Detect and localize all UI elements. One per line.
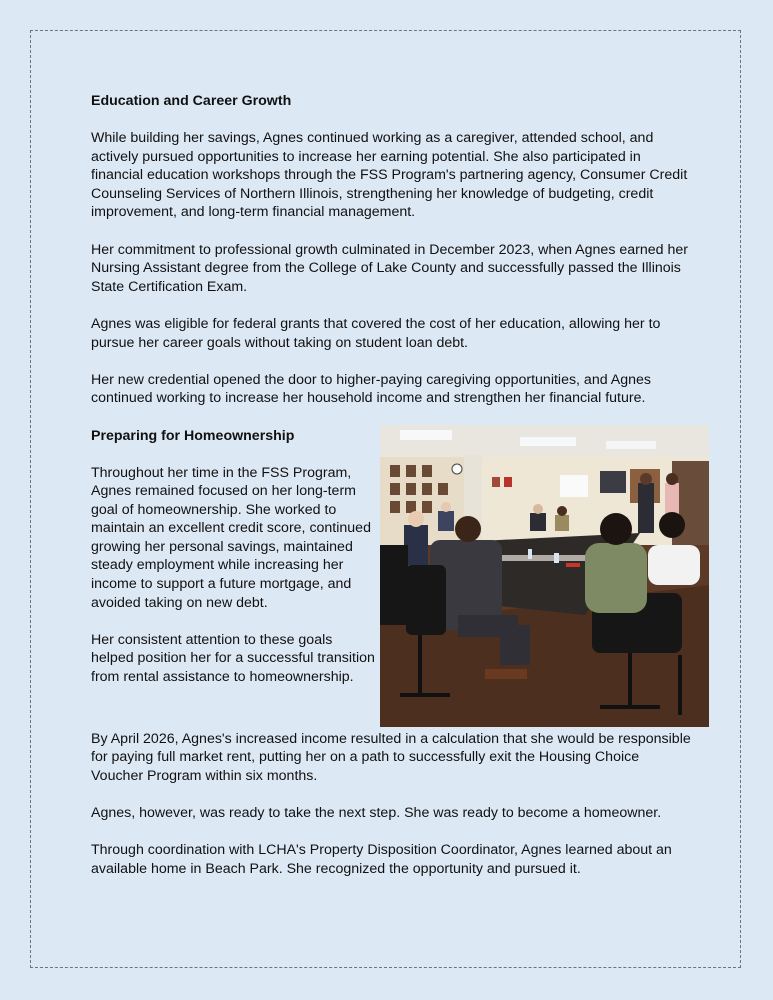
document-body bbox=[91, 92, 691, 897]
section-heading-homeownership: Preparing for Homeownership bbox=[91, 427, 295, 444]
paragraph: Her commitment to professional growth culminated in December 2023, when Agnes earned her Nursing Assistant degree from the College of Lake County and successfully passed the Illinois State Certification Exam. bbox=[91, 241, 688, 295]
meeting-photo-illustration bbox=[380, 425, 709, 727]
homeownership-text bbox=[91, 427, 376, 687]
meeting-photo bbox=[380, 425, 709, 727]
paragraph: Agnes was eligible for federal grants that covered the cost of her education, allowing her to pursue her career goals without taking on student loan debt. bbox=[91, 315, 661, 351]
section-heading-education: Education and Career Growth bbox=[91, 93, 292, 109]
paragraph: While building her savings, Agnes continued working as a caregiver, attended school, and actively pursued opportunities to increase her earning potential. She also participated in financial education workshops through the FSS Program's partnering agency, Consumer Credit Counseling Services of Northern Illinois, strengthening her knowledge of budgeting, credit improvement, and long-term financial management. bbox=[91, 130, 688, 221]
paragraph: Agnes, however, was ready to take the next step. She was ready to become a homeowner. bbox=[91, 804, 662, 821]
homeownership-section bbox=[91, 427, 691, 730]
paragraph: Throughout her time in the FSS Program, Agnes remained focused on her long-term goal of homeownership. She worked to maintain an excellent credit score, continued growing her personal savings, maintained steady employment while increasing her income to support a future mortgage, and avoided taking on new debt. bbox=[91, 464, 371, 611]
paragraph: By April 2026, Agnes's increased income resulted in a calculation that she would be responsible for paying full market rent, putting her on a path to successfully exit the Housing Choice Voucher Program within six months. bbox=[91, 730, 691, 784]
paragraph: Through coordination with LCHA's Property Disposition Coordinator, Agnes learned about an available home in Beach Park. She recognized the opportunity and pursued it. bbox=[91, 842, 672, 877]
paragraph: Her new credential opened the door to higher-paying caregiving opportunities, and Agnes continued working to increase her household income and strengthen her financial future. bbox=[91, 371, 651, 407]
paragraph: Her consistent attention to these goals helped position her for a successful transition from rental assistance to homeownership. bbox=[91, 631, 375, 686]
